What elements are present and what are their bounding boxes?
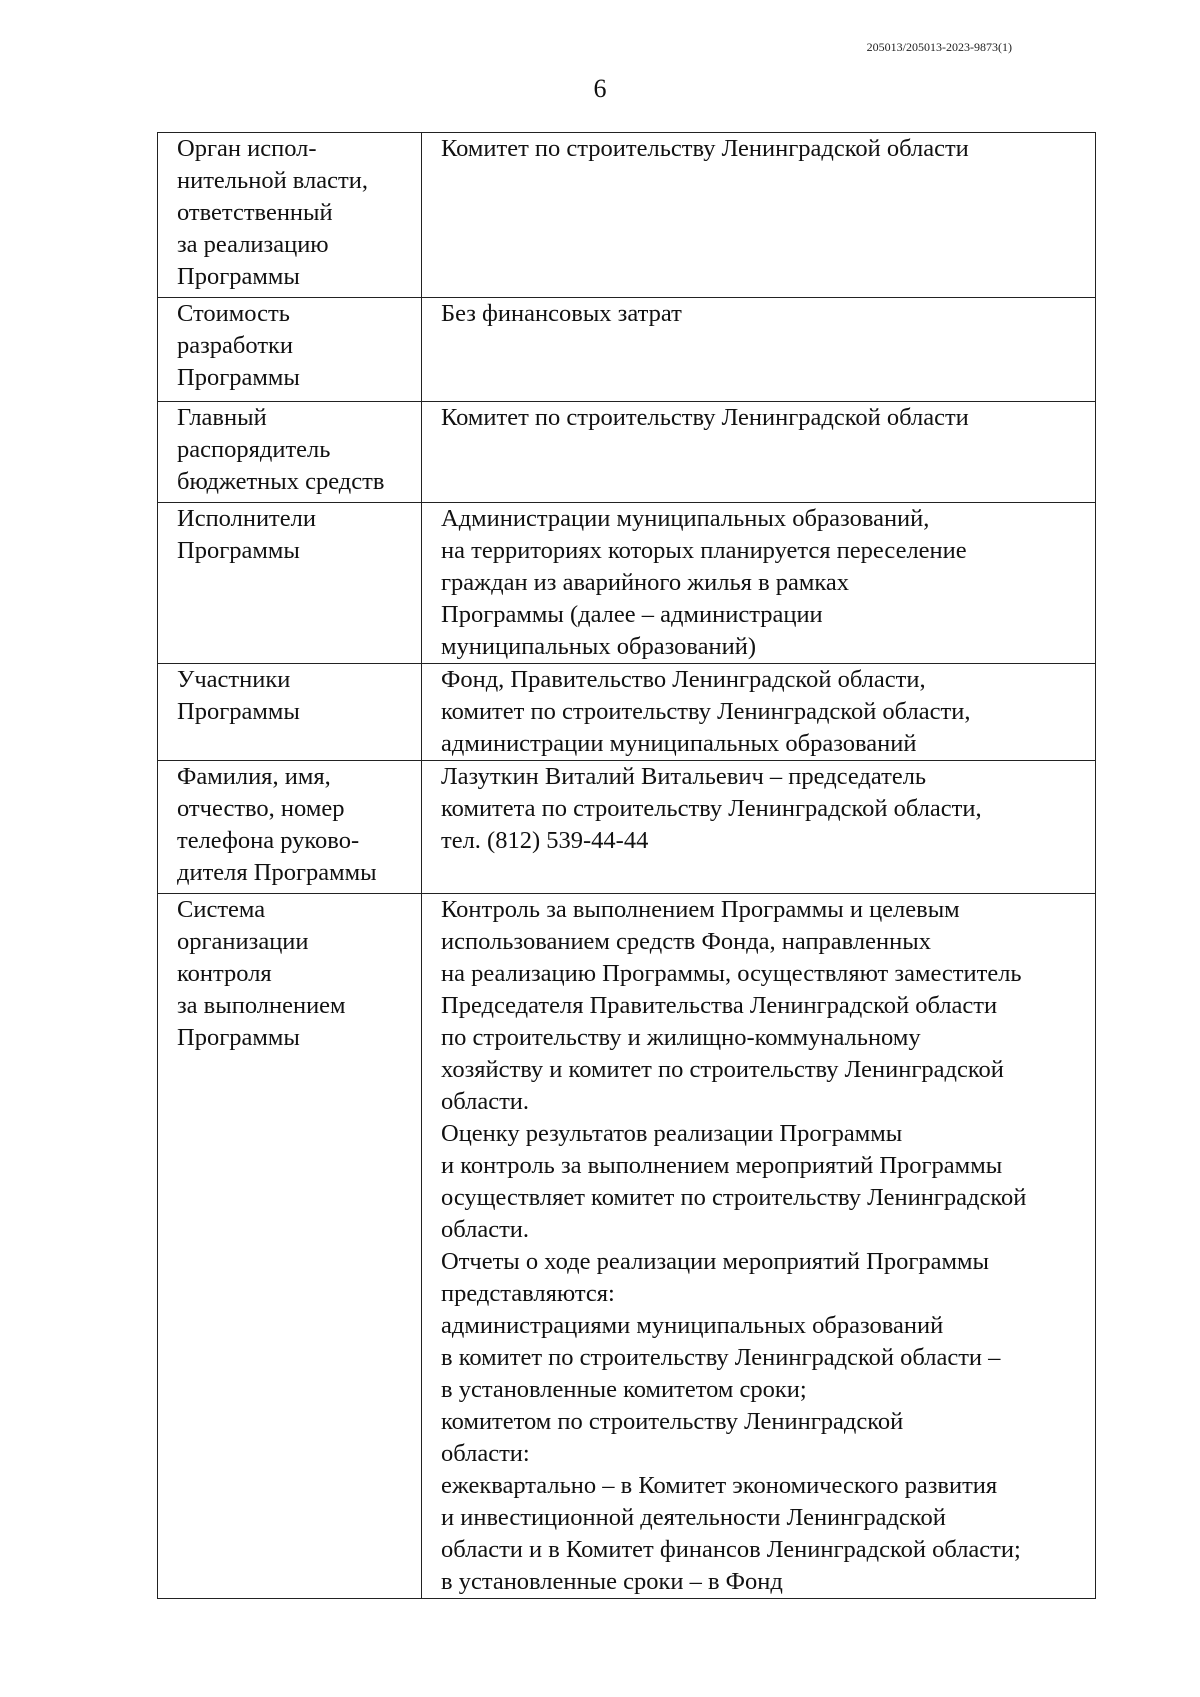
table-row bbox=[158, 761, 1096, 894]
row-value-line: использованием средств Фонда, направленных bbox=[441, 928, 931, 955]
row-value-line: Без финансовых затрат bbox=[441, 300, 682, 327]
row-value-line: в установленные сроки – в Фонд bbox=[441, 1568, 783, 1595]
row-label-cell bbox=[158, 664, 422, 761]
row-value-line: Комитет по строительству Ленинградской области bbox=[441, 404, 969, 431]
row-value-cell bbox=[422, 298, 1096, 402]
table-row bbox=[158, 664, 1096, 761]
table-row bbox=[158, 298, 1096, 402]
row-label-line: Программы bbox=[177, 263, 300, 290]
row-value-line: на реализацию Программы, осуществляют заместитель bbox=[441, 960, 1022, 987]
row-label-line: контроля bbox=[177, 960, 272, 987]
row-label-line: нительной власти, bbox=[177, 167, 368, 194]
row-value-line: представляются: bbox=[441, 1280, 615, 1307]
page-number: 6 bbox=[593, 74, 607, 103]
row-value-cell bbox=[422, 894, 1096, 1599]
row-label-line: Участники bbox=[177, 666, 291, 693]
row-label-line: Фамилия, имя, bbox=[177, 763, 331, 790]
row-value-cell bbox=[422, 133, 1096, 298]
row-value-line: Фонд, Правительство Ленинградской области, bbox=[441, 666, 926, 693]
row-value-line: области. bbox=[441, 1088, 530, 1115]
row-value-line: и инвестиционной деятельности Ленинградской bbox=[441, 1504, 946, 1531]
row-label-cell bbox=[158, 298, 422, 402]
row-value-cell bbox=[422, 761, 1096, 894]
row-value-line: на территориях которых планируется переселение bbox=[441, 537, 967, 564]
row-value-line: комитета по строительству Ленинградской области, bbox=[441, 795, 982, 822]
row-label-cell bbox=[158, 133, 422, 298]
row-value-cell bbox=[422, 503, 1096, 664]
row-label-line: бюджетных средств bbox=[177, 468, 385, 495]
row-label-line: телефона руково- bbox=[177, 827, 360, 854]
row-value-line: Лазуткин Виталий Витальевич – председатель bbox=[441, 763, 927, 790]
row-value-line: осуществляет комитет по строительству Ленинградской bbox=[441, 1184, 1027, 1211]
row-value-line: области и в Комитет финансов Ленинградской области; bbox=[441, 1536, 1021, 1563]
row-label-line: Орган испол- bbox=[177, 135, 317, 162]
row-label-line: отчество, номер bbox=[177, 795, 345, 822]
row-value-line: администрациями муниципальных образований bbox=[441, 1312, 944, 1339]
row-label-line: Исполнители bbox=[177, 505, 316, 532]
row-value-line: граждан из аварийного жилья в рамках bbox=[441, 569, 850, 596]
row-value-line: в комитет по строительству Ленинградской области – bbox=[441, 1344, 1001, 1371]
row-label-line: ответственный bbox=[177, 199, 333, 226]
row-value-line: комитет по строительству Ленинградской области, bbox=[441, 698, 971, 725]
row-label-line: Программы bbox=[177, 1024, 300, 1051]
row-value-line: Администрации муниципальных образований, bbox=[441, 505, 930, 532]
row-value-line: области: bbox=[441, 1440, 530, 1467]
row-label-line: разработки bbox=[177, 332, 294, 359]
row-value-line: муниципальных образований) bbox=[441, 633, 756, 660]
row-value-line: Председателя Правительства Ленинградской области bbox=[441, 992, 998, 1019]
row-value-line: и контроль за выполнением мероприятий Программы bbox=[441, 1152, 1003, 1179]
row-label-cell bbox=[158, 402, 422, 503]
row-label-line: Программы bbox=[177, 537, 300, 564]
row-value-line: Контроль за выполнением Программы и целевым bbox=[441, 896, 960, 923]
row-label-line: за выполнением bbox=[177, 992, 346, 1019]
row-label-line: Система bbox=[177, 896, 266, 923]
document-registration-number: 205013/205013-2023-9873(1) bbox=[866, 40, 1012, 54]
table-row bbox=[158, 402, 1096, 503]
table-row bbox=[158, 503, 1096, 664]
row-label-line: распорядитель bbox=[177, 436, 331, 463]
row-label-line: Программы bbox=[177, 698, 300, 725]
row-value-line: комитетом по строительству Ленинградской bbox=[441, 1408, 904, 1435]
row-label-cell bbox=[158, 503, 422, 664]
row-label-line: за реализацию bbox=[177, 231, 329, 258]
table-row bbox=[158, 133, 1096, 298]
row-value-line: тел. (812) 539-44-44 bbox=[441, 827, 649, 854]
row-value-line: ежеквартально – в Комитет экономического развития bbox=[441, 1472, 998, 1499]
row-value-line: Отчеты о ходе реализации мероприятий Программы bbox=[441, 1248, 989, 1275]
program-passport-table-body bbox=[158, 133, 1096, 1599]
row-value-line: Комитет по строительству Ленинградской области bbox=[441, 135, 969, 162]
table-row bbox=[158, 894, 1096, 1599]
row-label-line: организации bbox=[177, 928, 309, 955]
row-label-cell bbox=[158, 894, 422, 1599]
row-value-line: по строительству и жилищно-коммунальному bbox=[441, 1024, 921, 1051]
row-value-line: хозяйству и комитет по строительству Ленинградской bbox=[441, 1056, 1004, 1083]
row-label-line: Стоимость bbox=[177, 300, 290, 327]
row-value-line: Программы (далее – администрации bbox=[441, 601, 823, 628]
row-label-line: Главный bbox=[177, 404, 267, 431]
row-value-cell bbox=[422, 402, 1096, 503]
row-label-line: Программы bbox=[177, 364, 300, 391]
row-value-line: в установленные комитетом сроки; bbox=[441, 1376, 807, 1403]
row-label-line: дителя Программы bbox=[177, 859, 377, 886]
row-value-line: администрации муниципальных образований bbox=[441, 730, 917, 757]
row-value-line: области. bbox=[441, 1216, 530, 1243]
program-passport-table bbox=[157, 132, 1096, 1599]
row-label-cell bbox=[158, 761, 422, 894]
row-value-line: Оценку результатов реализации Программы bbox=[441, 1120, 903, 1147]
row-value-cell bbox=[422, 664, 1096, 761]
